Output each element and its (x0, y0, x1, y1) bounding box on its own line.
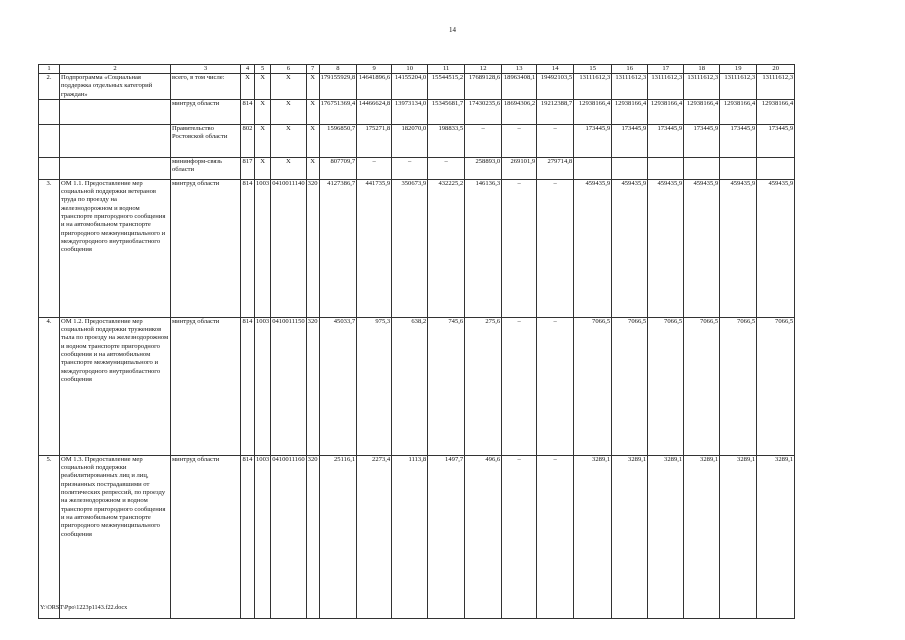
column-number: 9 (357, 65, 392, 74)
amount-cell: – (537, 317, 574, 455)
amount-cell: 1497,7 (428, 455, 465, 618)
code-cell: X (255, 157, 271, 179)
amount-cell: – (392, 157, 428, 179)
amount-cell: 638,2 (392, 317, 428, 455)
executor-cell: минтруд области (171, 99, 241, 124)
code-cell: X (271, 99, 306, 124)
amount-cell: 12938166,4 (648, 99, 684, 124)
program-name-cell (60, 99, 171, 124)
column-number: 18 (684, 65, 720, 74)
amount-cell: 176751369,4 (319, 99, 357, 124)
executor-cell: Правительство Ростовской области (171, 124, 241, 157)
code-cell: X (241, 74, 255, 100)
program-name-cell: Подпрограмма «Социальная поддержка отдельных категорий граждан» (60, 74, 171, 100)
amount-cell: – (428, 157, 465, 179)
code-cell: X (306, 99, 319, 124)
row-number-cell: 2. (39, 74, 60, 100)
amount-cell: 14641896,6 (357, 74, 392, 100)
column-number: 14 (537, 65, 574, 74)
amount-cell: 3289,1 (757, 455, 795, 618)
amount-cell: 459435,9 (574, 179, 612, 317)
amount-cell: 173445,9 (648, 124, 684, 157)
code-cell: 814 (241, 99, 255, 124)
amount-cell: 3289,1 (574, 455, 612, 618)
column-number: 3 (171, 65, 241, 74)
row-number-cell: 3. (39, 179, 60, 317)
table-body (39, 65, 795, 619)
amount-cell: 13111612,3 (757, 74, 795, 100)
executor-cell: минтруд области (171, 455, 241, 618)
code-cell: X (271, 157, 306, 179)
amount-cell: 975,3 (357, 317, 392, 455)
amount-cell: – (357, 157, 392, 179)
code-cell: 1003 (255, 317, 271, 455)
amount-cell: 432225,2 (428, 179, 465, 317)
code-cell: X (255, 124, 271, 157)
amount-cell: 1113,8 (392, 455, 428, 618)
amount-cell: – (502, 179, 537, 317)
code-cell: X (306, 74, 319, 100)
column-number: 7 (306, 65, 319, 74)
amount-cell: – (537, 124, 574, 157)
program-name-cell (60, 157, 171, 179)
column-number: 20 (757, 65, 795, 74)
code-cell: X (271, 74, 306, 100)
amount-cell: 350673,9 (392, 179, 428, 317)
column-number: 8 (319, 65, 357, 74)
amount-cell: 13111612,3 (648, 74, 684, 100)
amount-cell (574, 157, 612, 179)
program-table (38, 64, 795, 619)
amount-cell: 496,6 (465, 455, 502, 618)
program-name-cell: ОМ 1.1. Предоставление мер социальной поддержки ветеранов труда по проезду на железнодорожном и водном транспорте пригородного сообщения и на автомобильном транспорте пригородного межмуниципального и междугородного внутриобластного сообщения (60, 179, 171, 317)
code-cell: X (306, 157, 319, 179)
amount-cell: – (502, 455, 537, 618)
executor-cell: минтруд области (171, 317, 241, 455)
amount-cell: 7066,5 (684, 317, 720, 455)
column-number: 13 (502, 65, 537, 74)
amount-cell: 13111612,3 (684, 74, 720, 100)
amount-cell: 25116,1 (319, 455, 357, 618)
amount-cell: 745,6 (428, 317, 465, 455)
row-number-cell (39, 124, 60, 157)
amount-cell: – (537, 455, 574, 618)
amount-cell: 7066,5 (612, 317, 648, 455)
column-number: 2 (60, 65, 171, 74)
amount-cell (720, 157, 757, 179)
code-cell: X (306, 124, 319, 157)
amount-cell: 13111612,3 (574, 74, 612, 100)
code-cell: 0410011140 (271, 179, 306, 317)
row-number-cell: 4. (39, 317, 60, 455)
amount-cell: 12938166,4 (684, 99, 720, 124)
amount-cell: 12938166,4 (612, 99, 648, 124)
amount-cell: 2273,4 (357, 455, 392, 618)
amount-cell: 173445,9 (684, 124, 720, 157)
amount-cell: 7066,5 (720, 317, 757, 455)
amount-cell: 275,6 (465, 317, 502, 455)
amount-cell: 13111612,3 (612, 74, 648, 100)
amount-cell: – (502, 124, 537, 157)
amount-cell (648, 157, 684, 179)
amount-cell: – (502, 317, 537, 455)
amount-cell: 19492103,5 (537, 74, 574, 100)
amount-cell: 279714,8 (537, 157, 574, 179)
code-cell: 814 (241, 179, 255, 317)
amount-cell: 441735,9 (357, 179, 392, 317)
amount-cell: 13973134,0 (392, 99, 428, 124)
table-row (39, 74, 795, 100)
amount-cell: 173445,9 (720, 124, 757, 157)
code-cell: 817 (241, 157, 255, 179)
row-number-cell: 5. (39, 455, 60, 618)
amount-cell: 3289,1 (720, 455, 757, 618)
amount-cell: 12938166,4 (757, 99, 795, 124)
code-cell: 0410011160 (271, 455, 306, 618)
table-row (39, 455, 795, 618)
amount-cell: 45033,7 (319, 317, 357, 455)
code-cell: 1003 (255, 179, 271, 317)
program-name-cell (60, 124, 171, 157)
program-name-cell: ОМ 1.2. Предоставление мер социальной поддержки тружеников тыла по проезду на железнодорожном и водном транспорте пригородного сообщения и на автомобильном транспорте межмуниципального и междугородного внутриобластного сообщения (60, 317, 171, 455)
column-number: 1 (39, 65, 60, 74)
column-number-row (39, 65, 795, 74)
column-number: 19 (720, 65, 757, 74)
column-number: 17 (648, 65, 684, 74)
row-number-cell (39, 157, 60, 179)
program-name-cell: ОМ 1.3. Предоставление мер социальной поддержки реабилитированных лиц и лиц, признанных пострадавшими от политических репрессий, по проезду на железнодорожном и водном транспорте пригородного сообщения и на автомобильном транспорте пригородного межмуниципального сообщения (60, 455, 171, 618)
amount-cell: 15345681,7 (428, 99, 465, 124)
amount-cell: 269101,9 (502, 157, 537, 179)
amount-cell: 14155204,0 (392, 74, 428, 100)
amount-cell: 258893,0 (465, 157, 502, 179)
amount-cell: 3289,1 (612, 455, 648, 618)
code-cell: 1003 (255, 455, 271, 618)
code-cell: X (255, 74, 271, 100)
amount-cell: 19212388,7 (537, 99, 574, 124)
amount-cell: 18963408,1 (502, 74, 537, 100)
amount-cell: 459435,9 (648, 179, 684, 317)
column-number: 6 (271, 65, 306, 74)
executor-cell: минтруд области (171, 179, 241, 317)
row-number-cell (39, 99, 60, 124)
code-cell: 320 (306, 179, 319, 317)
column-number: 12 (465, 65, 502, 74)
amount-cell: 7066,5 (757, 317, 795, 455)
code-cell: X (271, 124, 306, 157)
code-cell: 320 (306, 317, 319, 455)
amount-cell: 173445,9 (757, 124, 795, 157)
amount-cell (684, 157, 720, 179)
code-cell: 814 (241, 317, 255, 455)
amount-cell: – (537, 179, 574, 317)
amount-cell: 15544515,2 (428, 74, 465, 100)
code-cell: 0410011150 (271, 317, 306, 455)
amount-cell: 459435,9 (684, 179, 720, 317)
page-number: 14 (449, 26, 456, 34)
column-number: 5 (255, 65, 271, 74)
amount-cell: 17689128,6 (465, 74, 502, 100)
table-row (39, 124, 795, 157)
file-path-footer: Y:\ORST\Ppo\1223p1143.f22.docx (40, 604, 128, 611)
column-number: 16 (612, 65, 648, 74)
code-cell: X (255, 99, 271, 124)
code-cell: 814 (241, 455, 255, 618)
column-number: 10 (392, 65, 428, 74)
column-number: 4 (241, 65, 255, 74)
amount-cell: 459435,9 (757, 179, 795, 317)
amount-cell: 459435,9 (720, 179, 757, 317)
amount-cell: 173445,9 (574, 124, 612, 157)
amount-cell: 7066,5 (648, 317, 684, 455)
amount-cell: 459435,9 (612, 179, 648, 317)
amount-cell (757, 157, 795, 179)
table-row (39, 317, 795, 455)
amount-cell: 17430235,6 (465, 99, 502, 124)
amount-cell: 198833,5 (428, 124, 465, 157)
amount-cell: 179155929,8 (319, 74, 357, 100)
amount-cell: 182070,0 (392, 124, 428, 157)
amount-cell: 807709,7 (319, 157, 357, 179)
table-row (39, 179, 795, 317)
amount-cell: 7066,5 (574, 317, 612, 455)
amount-cell: 146136,3 (465, 179, 502, 317)
executor-cell: мининформ-связь области (171, 157, 241, 179)
amount-cell: 173445,9 (612, 124, 648, 157)
code-cell: 320 (306, 455, 319, 618)
code-cell: 802 (241, 124, 255, 157)
amount-cell: – (465, 124, 502, 157)
amount-cell: 13111612,3 (720, 74, 757, 100)
amount-cell: 1596850,7 (319, 124, 357, 157)
amount-cell: 3289,1 (684, 455, 720, 618)
column-number: 11 (428, 65, 465, 74)
amount-cell: 175271,8 (357, 124, 392, 157)
amount-cell: 18694306,2 (502, 99, 537, 124)
amount-cell: 3289,1 (648, 455, 684, 618)
amount-cell: 14466624,8 (357, 99, 392, 124)
executor-cell: всего, в том числе: (171, 74, 241, 100)
table-row (39, 157, 795, 179)
column-number: 15 (574, 65, 612, 74)
amount-cell: 12938166,4 (720, 99, 757, 124)
amount-cell: 4127386,7 (319, 179, 357, 317)
amount-cell: 12938166,4 (574, 99, 612, 124)
table-row (39, 99, 795, 124)
amount-cell (612, 157, 648, 179)
